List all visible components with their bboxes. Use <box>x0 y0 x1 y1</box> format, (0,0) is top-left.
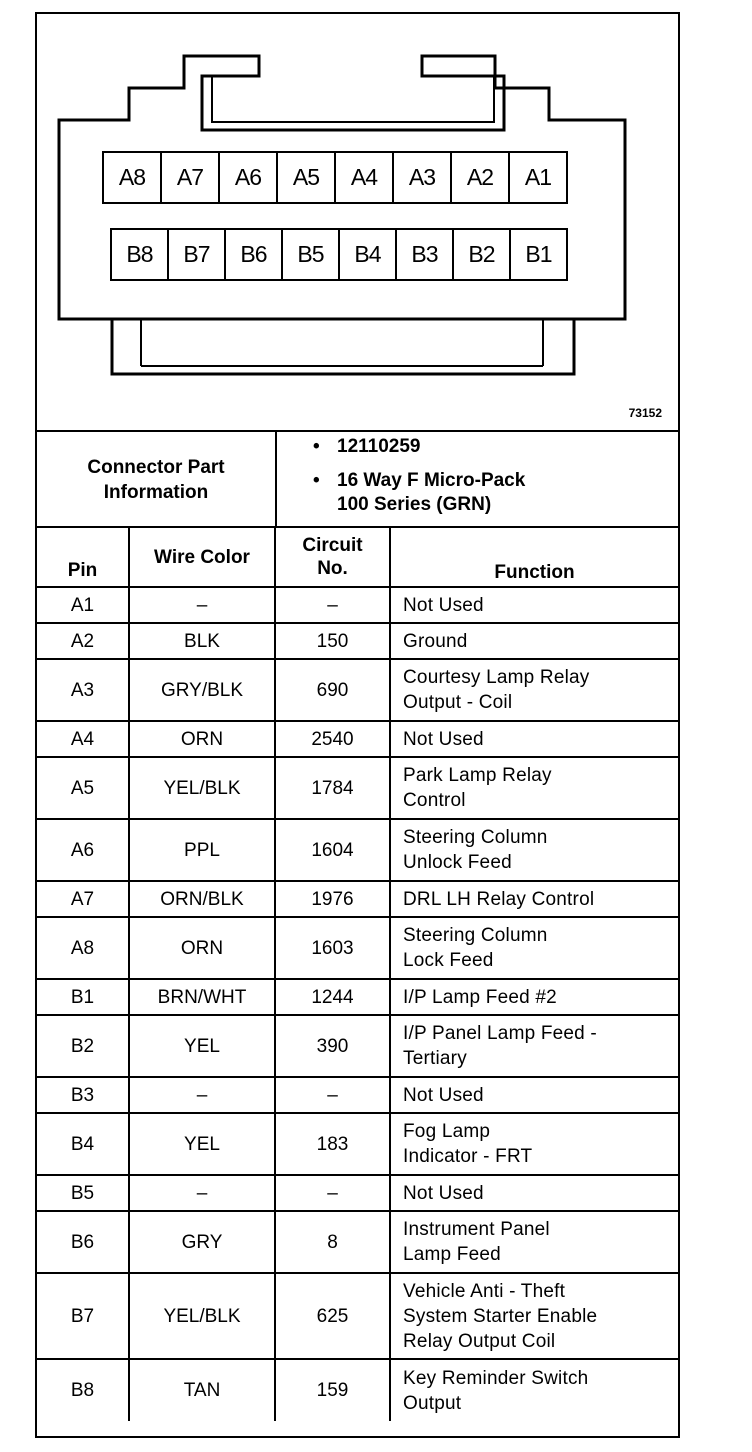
header-function: Function <box>390 527 678 587</box>
function-line: Output - Coil <box>403 692 513 713</box>
wire-color-cell: BLK <box>129 623 275 659</box>
circuit-cell: 2540 <box>275 721 390 757</box>
function-line: System Starter Enable <box>403 1305 598 1327</box>
pin-cell: B7 <box>37 1273 129 1359</box>
circuit-cell: 390 <box>275 1015 390 1077</box>
info-label <box>37 432 277 528</box>
description-line2: 100 Series (GRN) <box>337 494 492 515</box>
header-wire-color: Wire Color <box>129 527 275 587</box>
pin-b8: B8 <box>110 228 169 281</box>
function-line: Key Reminder Switch <box>403 1367 589 1389</box>
function-line: Vehicle Anti - Theft <box>403 1280 566 1302</box>
function-cell <box>390 1113 678 1175</box>
wire-color-cell: PPL <box>129 819 275 881</box>
function-cell <box>390 1359 678 1421</box>
header-row <box>37 527 678 587</box>
wire-color-cell: ORN/BLK <box>129 881 275 917</box>
table-row <box>37 979 678 1015</box>
circuit-cell: 1603 <box>275 917 390 979</box>
table-row <box>37 659 678 721</box>
function-line: I/P Lamp Feed #2 <box>403 986 557 1008</box>
pin-cell: A7 <box>37 881 129 917</box>
description-line <box>313 469 678 493</box>
part-number: 12110259 <box>337 436 421 457</box>
connector-diagram <box>37 14 678 430</box>
function-cell <box>390 1077 678 1113</box>
function-line: Indicator - FRT <box>403 1146 533 1167</box>
pin-cell: A8 <box>37 917 129 979</box>
function-line: Not Used <box>403 1182 484 1204</box>
function-line: Unlock Feed <box>403 852 512 873</box>
circuit-cell: 8 <box>275 1211 390 1273</box>
function-line: Park Lamp Relay <box>403 765 552 786</box>
circuit-cell: 1244 <box>275 979 390 1015</box>
bullet-icon: • <box>313 436 320 457</box>
info-values <box>277 432 678 528</box>
function-line: Lamp Feed <box>403 1244 501 1265</box>
circuit-cell: – <box>275 1077 390 1113</box>
connector-sheet <box>35 12 680 1438</box>
pin-cell: B8 <box>37 1359 129 1421</box>
description-line1: 16 Way F Micro-Pack <box>337 470 526 491</box>
wire-color-cell: – <box>129 587 275 623</box>
wire-color-cell: GRY <box>129 1211 275 1273</box>
function-cell <box>390 917 678 979</box>
pin-a3: A3 <box>392 151 452 204</box>
header-circuit-line1: Circuit <box>302 535 363 556</box>
pin-b6: B6 <box>224 228 283 281</box>
circuit-cell: 1604 <box>275 819 390 881</box>
function-cell <box>390 881 678 917</box>
pin-a7: A7 <box>160 151 220 204</box>
pin-a4: A4 <box>334 151 394 204</box>
function-cell <box>390 721 678 757</box>
function-cell <box>390 979 678 1015</box>
function-line: Output <box>403 1392 462 1414</box>
wire-color-cell: – <box>129 1175 275 1211</box>
wire-color-cell: YEL/BLK <box>129 1273 275 1359</box>
table-row <box>37 1359 678 1421</box>
pin-cell: B5 <box>37 1175 129 1211</box>
pin-cell: A1 <box>37 587 129 623</box>
table-row <box>37 721 678 757</box>
table-row <box>37 587 678 623</box>
wire-color-cell: GRY/BLK <box>129 659 275 721</box>
table-row <box>37 623 678 659</box>
pin-a6: A6 <box>218 151 278 204</box>
function-cell <box>390 587 678 623</box>
bullet-icon: • <box>313 470 320 491</box>
pin-b4: B4 <box>338 228 397 281</box>
pin-cell: A2 <box>37 623 129 659</box>
wire-color-cell: ORN <box>129 721 275 757</box>
connector-outline <box>37 14 678 430</box>
table-row <box>37 881 678 917</box>
function-cell <box>390 819 678 881</box>
header-pin: Pin <box>37 527 129 587</box>
pin-b5: B5 <box>281 228 340 281</box>
table-row <box>37 917 678 979</box>
function-cell <box>390 659 678 721</box>
function-cell <box>390 1211 678 1273</box>
function-line: Ground <box>403 630 468 652</box>
figure-number: 73152 <box>628 406 662 420</box>
circuit-cell: – <box>275 587 390 623</box>
connector-part-information <box>37 430 678 528</box>
part-number-line <box>313 435 678 459</box>
pinout-table <box>37 526 678 1421</box>
function-cell <box>390 1015 678 1077</box>
pin-cell: B4 <box>37 1113 129 1175</box>
pin-a1: A1 <box>508 151 568 204</box>
circuit-cell: 1784 <box>275 757 390 819</box>
circuit-cell: 690 <box>275 659 390 721</box>
pin-cell: B3 <box>37 1077 129 1113</box>
function-cell <box>390 1273 678 1359</box>
info-label-line1: Connector Part <box>87 457 225 478</box>
pin-b7: B7 <box>167 228 226 281</box>
function-cell <box>390 1175 678 1211</box>
pin-cell: B2 <box>37 1015 129 1077</box>
header-circuit <box>275 527 390 587</box>
table-row <box>37 1273 678 1359</box>
header-circuit-line2: No. <box>317 558 348 579</box>
function-cell <box>390 623 678 659</box>
pin-b1: B1 <box>509 228 568 281</box>
table-row <box>37 1113 678 1175</box>
function-line: Relay Output Coil <box>403 1330 556 1352</box>
info-label-line2: Information <box>103 482 209 503</box>
function-line: Lock Feed <box>403 950 494 971</box>
wire-color-cell: TAN <box>129 1359 275 1421</box>
function-line: Not Used <box>403 594 484 616</box>
function-line: Fog Lamp <box>403 1121 491 1142</box>
table-row <box>37 1077 678 1113</box>
wire-color-cell: YEL <box>129 1113 275 1175</box>
circuit-cell: – <box>275 1175 390 1211</box>
function-line: Not Used <box>403 1084 484 1106</box>
circuit-cell: 150 <box>275 623 390 659</box>
wire-color-cell: BRN/WHT <box>129 979 275 1015</box>
pin-cell: B1 <box>37 979 129 1015</box>
function-line: Not Used <box>403 728 484 750</box>
pin-cell: A4 <box>37 721 129 757</box>
function-line: I/P Panel Lamp Feed - <box>403 1023 597 1044</box>
pinout-rows <box>37 587 678 1421</box>
function-line: Steering Column <box>403 827 548 848</box>
pin-cell: A5 <box>37 757 129 819</box>
circuit-cell: 159 <box>275 1359 390 1421</box>
circuit-cell: 183 <box>275 1113 390 1175</box>
circuit-cell: 625 <box>275 1273 390 1359</box>
pin-b3: B3 <box>395 228 454 281</box>
pin-a5: A5 <box>276 151 336 204</box>
wire-color-cell: – <box>129 1077 275 1113</box>
wire-color-cell: YEL/BLK <box>129 757 275 819</box>
table-row <box>37 819 678 881</box>
table-row <box>37 1211 678 1273</box>
function-line: Instrument Panel <box>403 1219 550 1240</box>
function-line: Steering Column <box>403 925 548 946</box>
circuit-cell: 1976 <box>275 881 390 917</box>
pin-cell: A6 <box>37 819 129 881</box>
pin-cell: A3 <box>37 659 129 721</box>
function-line: DRL LH Relay Control <box>403 888 595 910</box>
function-line: Tertiary <box>403 1048 467 1069</box>
function-line: Courtesy Lamp Relay <box>403 667 590 688</box>
wire-color-cell: YEL <box>129 1015 275 1077</box>
table-row <box>37 1175 678 1211</box>
pin-b2: B2 <box>452 228 511 281</box>
pin-a2: A2 <box>450 151 510 204</box>
table-row <box>37 1015 678 1077</box>
pin-a8: A8 <box>102 151 162 204</box>
table-row <box>37 757 678 819</box>
wire-color-cell: ORN <box>129 917 275 979</box>
function-line: Control <box>403 790 466 811</box>
function-cell <box>390 757 678 819</box>
pin-cell: B6 <box>37 1211 129 1273</box>
